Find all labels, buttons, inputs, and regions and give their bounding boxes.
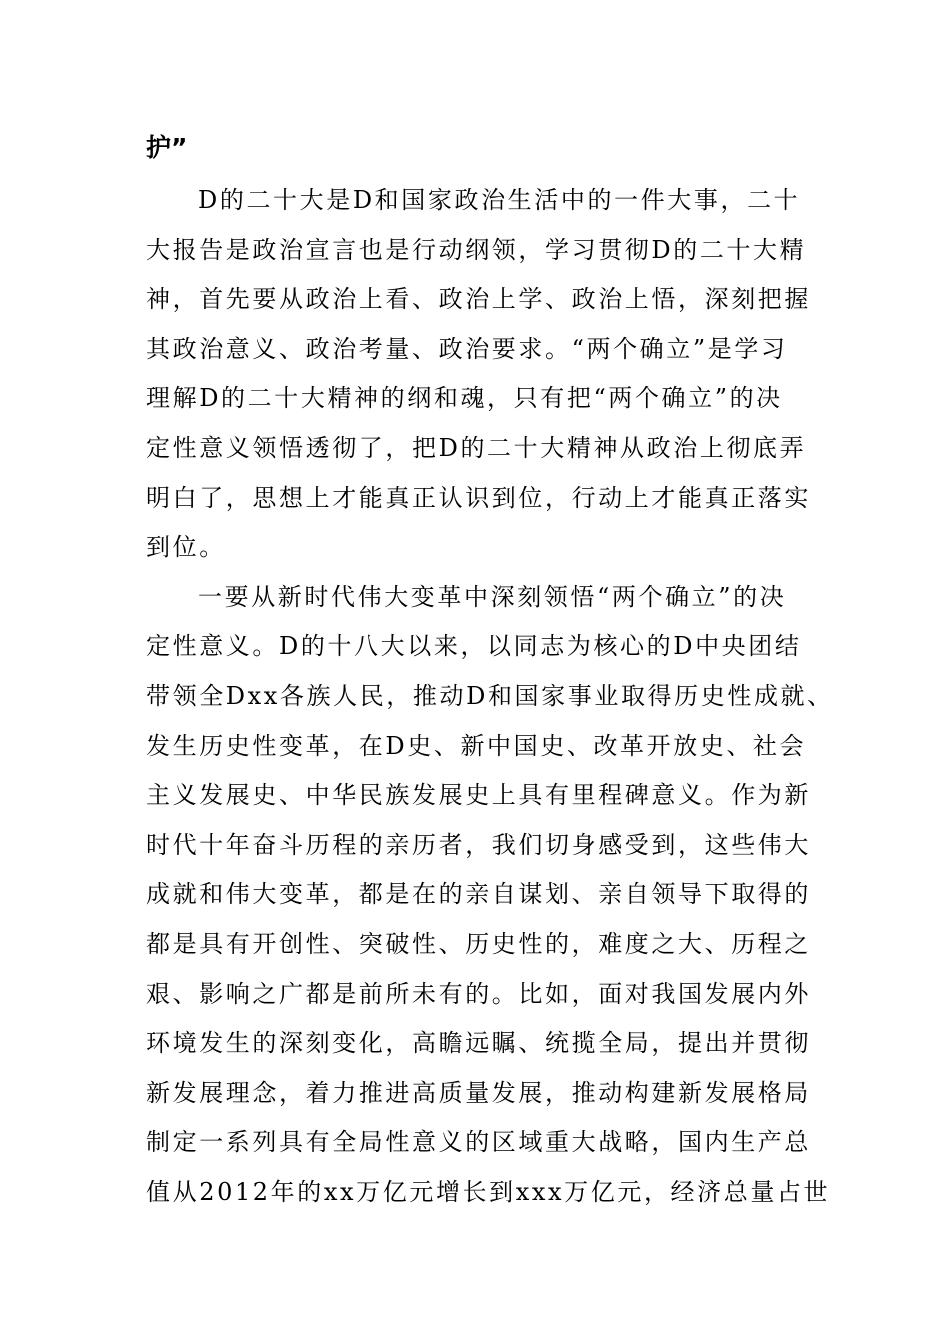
text-line: 带领全Dxx各族人民，推动D和国家事业取得历史性成就、 bbox=[146, 681, 834, 710]
text-line: 定性意义领悟透彻了，把D的二十大精神从政治上彻底弄 bbox=[146, 433, 807, 462]
heading-fragment: 护” bbox=[146, 133, 188, 162]
text-line: 艰、影响之广都是前所未有的。比如，面对我国发展内外 bbox=[146, 979, 811, 1008]
text-line: 都是具有开创性、突破性、历史性的，难度之大、历程之 bbox=[146, 929, 811, 958]
text-line: 环境发生的深刻变化，高瞻远瞩、统揽全局，提出并贯彻 bbox=[146, 1029, 811, 1058]
text-line: 大报告是政治宣言也是行动纲领，学习贯彻D的二十大精 bbox=[146, 235, 807, 264]
text-line: 明白了，思想上才能真正认识到位，行动上才能真正落实 bbox=[146, 483, 811, 512]
text-line: 时代十年奋斗历程的亲历者，我们切身感受到，这些伟大 bbox=[146, 830, 811, 859]
text-line: 到位。 bbox=[146, 533, 226, 562]
text-line: 新发展理念，着力推进高质量发展，推动构建新发展格局 bbox=[146, 1078, 811, 1107]
text-line: 值从2012年的xx万亿元增长到xxx万亿元，经济总量占世 bbox=[146, 1177, 831, 1206]
text-line: 发生历史性变革，在D史、新中国史、改革开放史、社会 bbox=[146, 731, 807, 760]
body-text bbox=[146, 176, 834, 1217]
text-line: D的二十大是D和国家政治生活中的一件大事，二十 bbox=[198, 186, 801, 214]
text-line: 主义发展史、中华民族发展史上具有里程碑意义。作为新 bbox=[146, 781, 811, 810]
text-line: 神，首先要从政治上看、政治上学、政治上悟，深刻把握 bbox=[146, 285, 811, 314]
text-line: 定性意义。D的十八大以来，以同志为核心的D中央团结 bbox=[146, 632, 802, 661]
text-line: 成就和伟大变革，都是在的亲自谋划、亲自领导下取得的 bbox=[146, 880, 811, 909]
text-line: 其政治意义、政治考量、政治要求。“两个确立”是学习 bbox=[146, 334, 788, 363]
text-line: 理解D的二十大精神的纲和魂，只有把“两个确立”的决 bbox=[146, 384, 783, 413]
text-line: 一要从新时代伟大变革中深刻领悟“两个确立”的决 bbox=[198, 582, 787, 611]
text-line: 制定一系列具有全局性意义的区域重大战略，国内生产总 bbox=[146, 1128, 811, 1157]
